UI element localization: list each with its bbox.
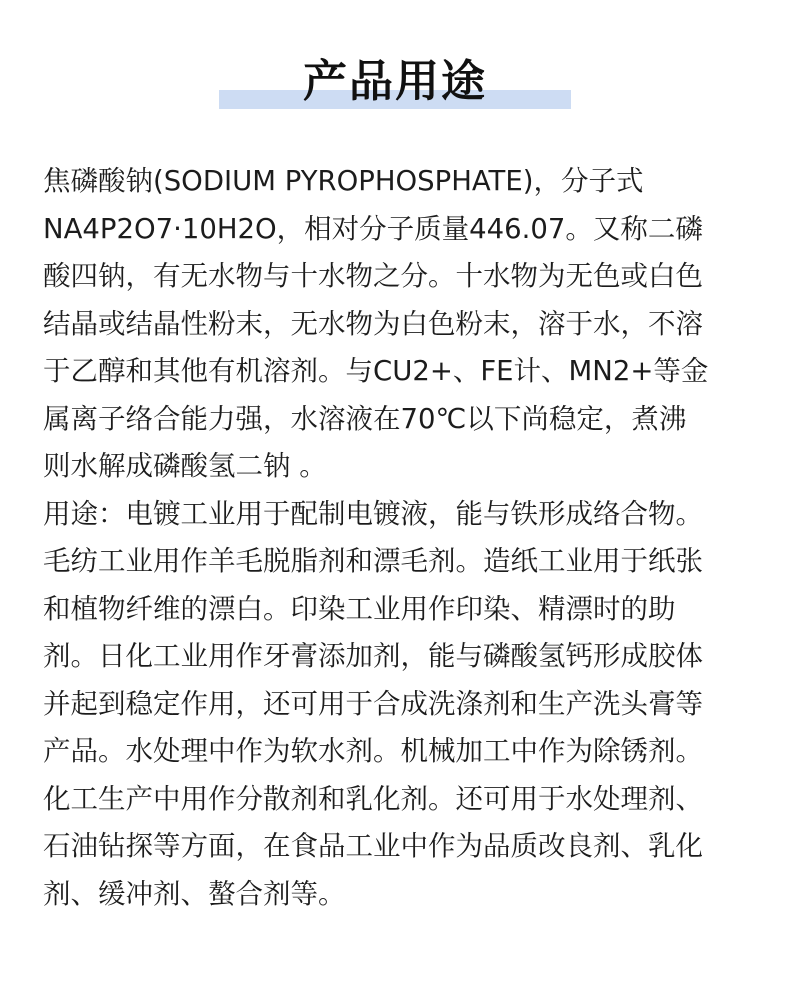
text-line: 毛纺工业用作羊毛脱脂剂和漂毛剂。造纸工业用于纸张 bbox=[43, 545, 703, 577]
text-line: 并起到稳定作用，还可用于合成洗涤剂和生产洗头膏等 bbox=[43, 687, 703, 720]
text-line: 化工生产中用作分散剂和乳化剂。还可用于水处理剂、 bbox=[43, 782, 703, 815]
text-line: 剂、缓冲剂、螯合剂等。 bbox=[43, 877, 346, 910]
description-paragraph bbox=[43, 158, 765, 918]
text-line: 用途：电镀工业用于配制电镀液，能与铁形成络合物。 bbox=[43, 497, 703, 530]
text-line: 结晶或结晶性粉末，无水物为白色粉末，溶于水，不溶 bbox=[43, 307, 703, 340]
text-line: 属离子络合能力强，水溶液在70℃以下尚稳定，煮沸 bbox=[43, 402, 687, 435]
text-line: 剂。日化工业用作牙膏添加剂，能与磷酸氢钙形成胶体 bbox=[43, 640, 703, 672]
section-header bbox=[0, 52, 790, 112]
text-line: 石油钻探等方面，在食品工业中作为品质改良剂、乳化 bbox=[43, 830, 703, 862]
page-title: 产品用途 bbox=[303, 56, 487, 107]
text-line: 酸四钠，有无水物与十水物之分。十水物为无色或白色 bbox=[43, 260, 703, 292]
text-line: 则水解成磷酸氢二钠 。 bbox=[43, 450, 327, 482]
text-line: 于乙醇和其他有机溶剂。与CU2+、FE计、MN2+等金 bbox=[43, 355, 709, 387]
text-line: 和植物纤维的漂白。印染工业用作印染、精漂时的助 bbox=[43, 592, 676, 625]
text-line: NA4P2O7·10H2O，相对分子质量446.07。又称二磷 bbox=[43, 212, 703, 245]
text-line: 产品。水处理中作为软水剂。机械加工中作为除锈剂。 bbox=[43, 735, 703, 767]
text-line: 焦磷酸钠(SODIUM PYROPHOSPHATE)，分子式 bbox=[43, 165, 644, 197]
